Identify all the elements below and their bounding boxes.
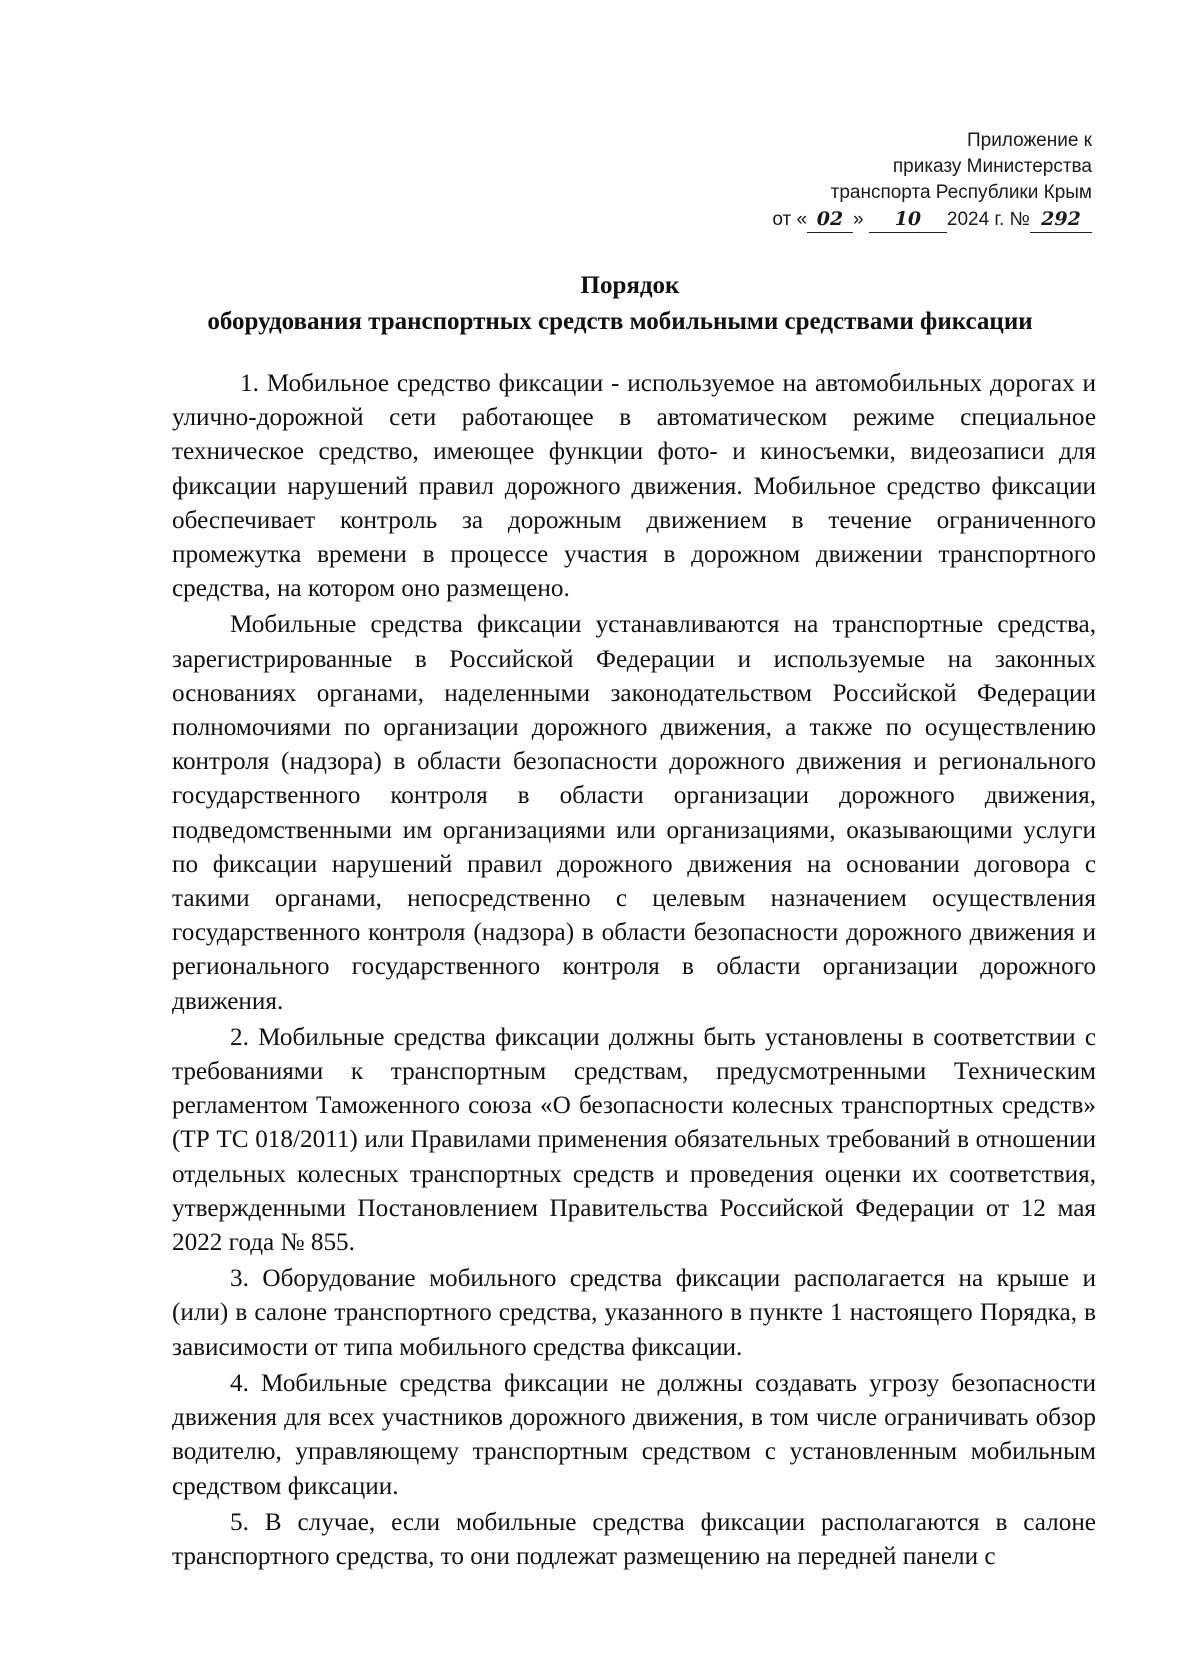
order-number: 292 xyxy=(1030,206,1092,233)
title-line-1: Порядок xyxy=(580,272,680,299)
title-line-2: оборудования транспортных средств мобильными средствами фиксации xyxy=(207,308,1033,335)
appendix-line-3: транспорта Республики Крым xyxy=(830,182,1092,203)
date-month: 10 xyxy=(869,206,947,233)
appendix-header xyxy=(672,128,1092,233)
date-prefix: от « xyxy=(772,209,808,230)
appendix-date-line xyxy=(672,206,1092,233)
date-mid: » xyxy=(853,209,864,230)
date-year: 2024 г. № xyxy=(946,209,1030,230)
date-day: 02 xyxy=(807,206,853,233)
paragraph-4: 3. Оборудование мобильного средства фиксации располагается на крыше и (или) в салоне транспортного средства, указанного в пункте 1 настоящего Порядка, в зависимости от типа мобильного средства фиксации. xyxy=(172,1265,1096,1361)
paragraph-3: 2. Мобильные средства фиксации должны быть установлены в соответствии с требованиями к транспортным средствам, предусмотренными Техническим регламентом Таможенного союза «О безопасности колесных транспортных средств» (ТР ТС 018/2011) или Правилами применения обязательных требований в отношении отдельных колесных транспортных средств и проведения оценки их соответствия, утвержденными Постановлением Правительства Российской Федерации от 12 мая 2022 года № 855. xyxy=(172,1023,1096,1257)
document-body xyxy=(172,367,1096,1574)
paragraph-6: 5. В случае, если мобильные средства фиксации располагаются в салоне транспортного средства, то они подлежат размещению на передней панели с xyxy=(172,1508,1096,1570)
appendix-line-2: приказу Министерства xyxy=(892,156,1092,177)
document-title xyxy=(0,268,1200,340)
paragraph-2: Мобильные средства фиксации устанавливаются на транспортные средства, зарегистрированные в Российской Федерации и используемые на законных основаниях органами, наделенными законодательством Российской Федерации полномочиями по организации дорожного движения, а также по осуществлению контроля (надзора) в области безопасности дорожного движения и регионального государственного контроля в области организации дорожного движения, подведомственными им организациями или организациями, оказывающими услуги по фиксации нарушений правил дорожного движения на основании договора с такими органами, непосредственно с целевым назначением осуществления государственного контроля (надзора) в области безопасности дорожного движения и регионального государственного контроля в области организации дорожного движения. xyxy=(172,611,1096,1015)
appendix-line-1: Приложение к xyxy=(966,130,1092,151)
paragraph-5: 4. Мобильные средства фиксации не должны создавать угрозу безопасности движения для всех участников дорожного движения, в том числе ограничивать обзор водителю, управляющему транспортным средством с установленным мобильным средством фиксации. xyxy=(172,1369,1096,1500)
paragraph-1: 1. Мобильное средство фиксации - используемое на автомобильных дорогах и улично-дорожной сети работающее в автоматическом режиме специальное техническое средство, имеющее функции фото- и киносъемки, видеозаписи для фиксации нарушений правил дорожного движения. Мобильное средство фиксации обеспечивает контроль за дорожным движением в течение ограниченного промежутка времени в процессе участия в дорожном движении транспортного средства, на котором оно размещено. xyxy=(172,370,1096,603)
